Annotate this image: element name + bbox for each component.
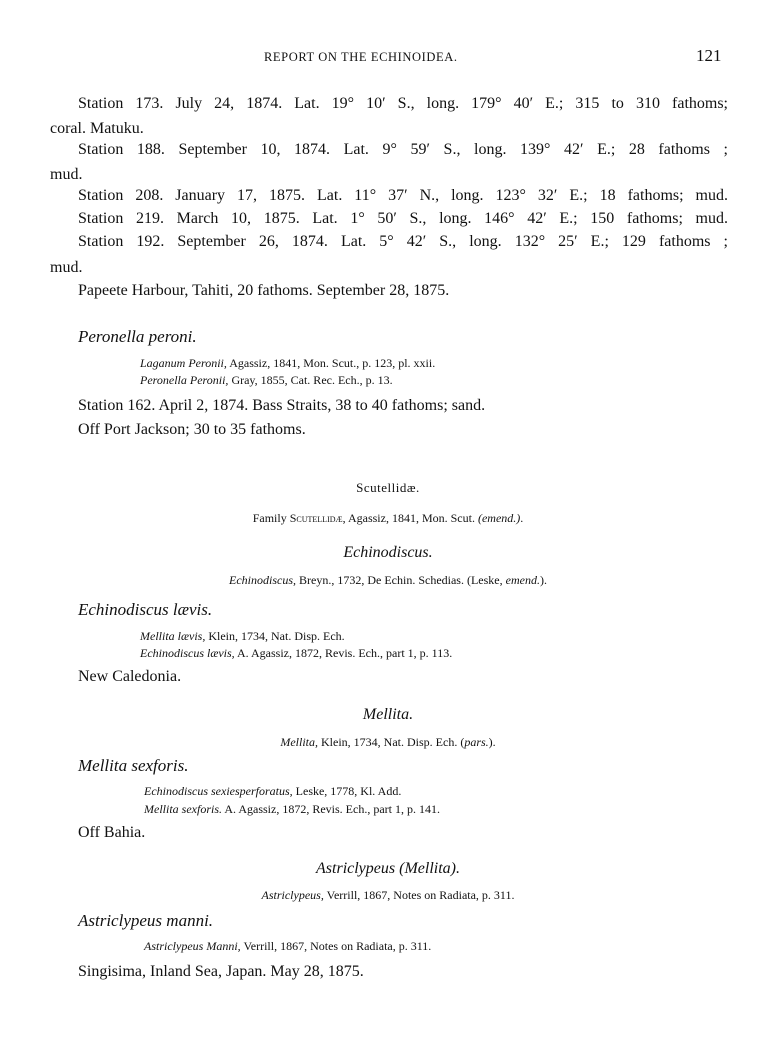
station-208-line: Station 208. January 17, 1875. Lat. 11° 37′ N., long. 123° 32′ E.; 18 fathoms; mud. bbox=[78, 187, 728, 204]
synonym-citation: A. Agassiz, 1872, Revis. Ech., part 1, p. 141. bbox=[222, 802, 440, 816]
locality-line: New Caledonia. bbox=[78, 668, 182, 685]
running-header: REPORT ON THE ECHINOIDEA. bbox=[264, 50, 458, 64]
page-number: 121 bbox=[696, 46, 722, 65]
family-emend: (emend.) bbox=[477, 511, 521, 525]
species-heading: Mellita sexforis. bbox=[78, 756, 189, 775]
synonym-name: Echinodiscus lævis, bbox=[140, 646, 235, 660]
genus-heading: Mellita. bbox=[362, 706, 414, 723]
genus-ref-end: ). bbox=[539, 573, 547, 587]
locality-line: Off Bahia. bbox=[78, 824, 146, 841]
synonym-ref bbox=[144, 802, 440, 817]
genus-ref-citation: Breyn., 1732, De Echin. Schedias. (Leske, bbox=[296, 573, 506, 587]
genus-reference bbox=[0, 573, 776, 588]
station-173-cont: coral. Matuku. bbox=[50, 120, 144, 137]
locality-line: Station 162. April 2, 1874. Bass Straits, 38 to 40 fathoms; sand. bbox=[78, 397, 486, 414]
synonym-name: Peronella Peronii, bbox=[140, 373, 229, 387]
synonym-citation: A. Agassiz, 1872, Revis. Ech., part 1, p. 113. bbox=[234, 646, 453, 660]
synonym-ref bbox=[140, 629, 345, 644]
synonym-ref bbox=[140, 373, 393, 388]
species-heading: Astriclypeus manni. bbox=[78, 911, 214, 930]
species-heading: Echinodiscus lævis. bbox=[78, 600, 213, 619]
locality-line: Singisima, Inland Sea, Japan. May 28, 1875. bbox=[78, 963, 364, 980]
synonym-citation: Klein, 1734, Nat. Disp. Ech. bbox=[205, 629, 345, 643]
genus-ref-name: Mellita, bbox=[280, 735, 318, 749]
synonym-name: Laganum Peronii, bbox=[140, 356, 227, 370]
family-name: Scutellidæ bbox=[289, 511, 343, 525]
locality-line: Off Port Jackson; 30 to 35 fathoms. bbox=[78, 421, 306, 438]
family-end: . bbox=[520, 511, 524, 525]
genus-ref-name: Astriclypeus, bbox=[261, 888, 324, 902]
synonym-ref bbox=[144, 784, 401, 799]
genus-reference bbox=[0, 888, 776, 903]
synonym-ref bbox=[140, 356, 435, 371]
synonym-ref bbox=[140, 646, 452, 661]
genus-ref-citation: Klein, 1734, Nat. Disp. Ech. ( bbox=[318, 735, 465, 749]
synonym-name: Astriclypeus Manni, bbox=[144, 939, 241, 953]
papeete-line: Papeete Harbour, Tahiti, 20 fathoms. September 28, 1875. bbox=[78, 282, 450, 299]
station-173-line: Station 173. July 24, 1874. Lat. 19° 10′ S., long. 179° 40′ E.; 315 to 310 fathoms; bbox=[78, 95, 728, 112]
genus-reference bbox=[0, 735, 776, 750]
family-prefix: Family bbox=[252, 511, 290, 525]
synonym-name: Echinodiscus sexiesperforatus, bbox=[144, 784, 293, 798]
species-heading: Peronella peroni. bbox=[78, 327, 197, 346]
genus-ref-pars: pars. bbox=[464, 735, 489, 749]
station-188-line: Station 188. September 10, 1874. Lat. 9° 59′ S., long. 139° 42′ E.; 28 fathoms ; bbox=[78, 141, 728, 158]
station-192-line: Station 192. September 26, 1874. Lat. 5° 42′ S., long. 132° 25′ E.; 129 fathoms ; bbox=[78, 233, 728, 250]
station-219-line: Station 219. March 10, 1875. Lat. 1° 50′ S., long. 146° 42′ E.; 150 fathoms; mud. bbox=[78, 210, 728, 227]
genus-ref-end: ). bbox=[488, 735, 496, 749]
synonym-name: Mellita sexforis. bbox=[144, 802, 222, 816]
synonym-citation: Leske, 1778, Kl. Add. bbox=[292, 784, 402, 798]
family-citation: , Agassiz, 1841, Mon. Scut. bbox=[342, 511, 478, 525]
genus-heading: Astriclypeus (Mellita). bbox=[316, 860, 460, 877]
genus-heading: Echinodiscus. bbox=[343, 544, 433, 561]
synonym-citation: Verrill, 1867, Notes on Radiata, p. 311. bbox=[240, 939, 432, 953]
synonym-name: Mellita lævis, bbox=[140, 629, 206, 643]
station-188-cont: mud. bbox=[50, 166, 83, 183]
genus-ref-citation: Verrill, 1867, Notes on Radiata, p. 311. bbox=[323, 888, 515, 902]
genus-ref-emend: emend. bbox=[505, 573, 540, 587]
synonym-citation: Gray, 1855, Cat. Rec. Ech., p. 13. bbox=[228, 373, 393, 387]
station-192-cont: mud. bbox=[50, 259, 83, 276]
synonym-citation: Agassiz, 1841, Mon. Scut., p. 123, pl. xxii. bbox=[226, 356, 436, 370]
genus-ref-name: Echinodiscus, bbox=[229, 573, 297, 587]
family-reference bbox=[0, 511, 776, 526]
synonym-ref bbox=[144, 939, 431, 954]
family-heading: Scutellidæ. bbox=[356, 480, 420, 495]
